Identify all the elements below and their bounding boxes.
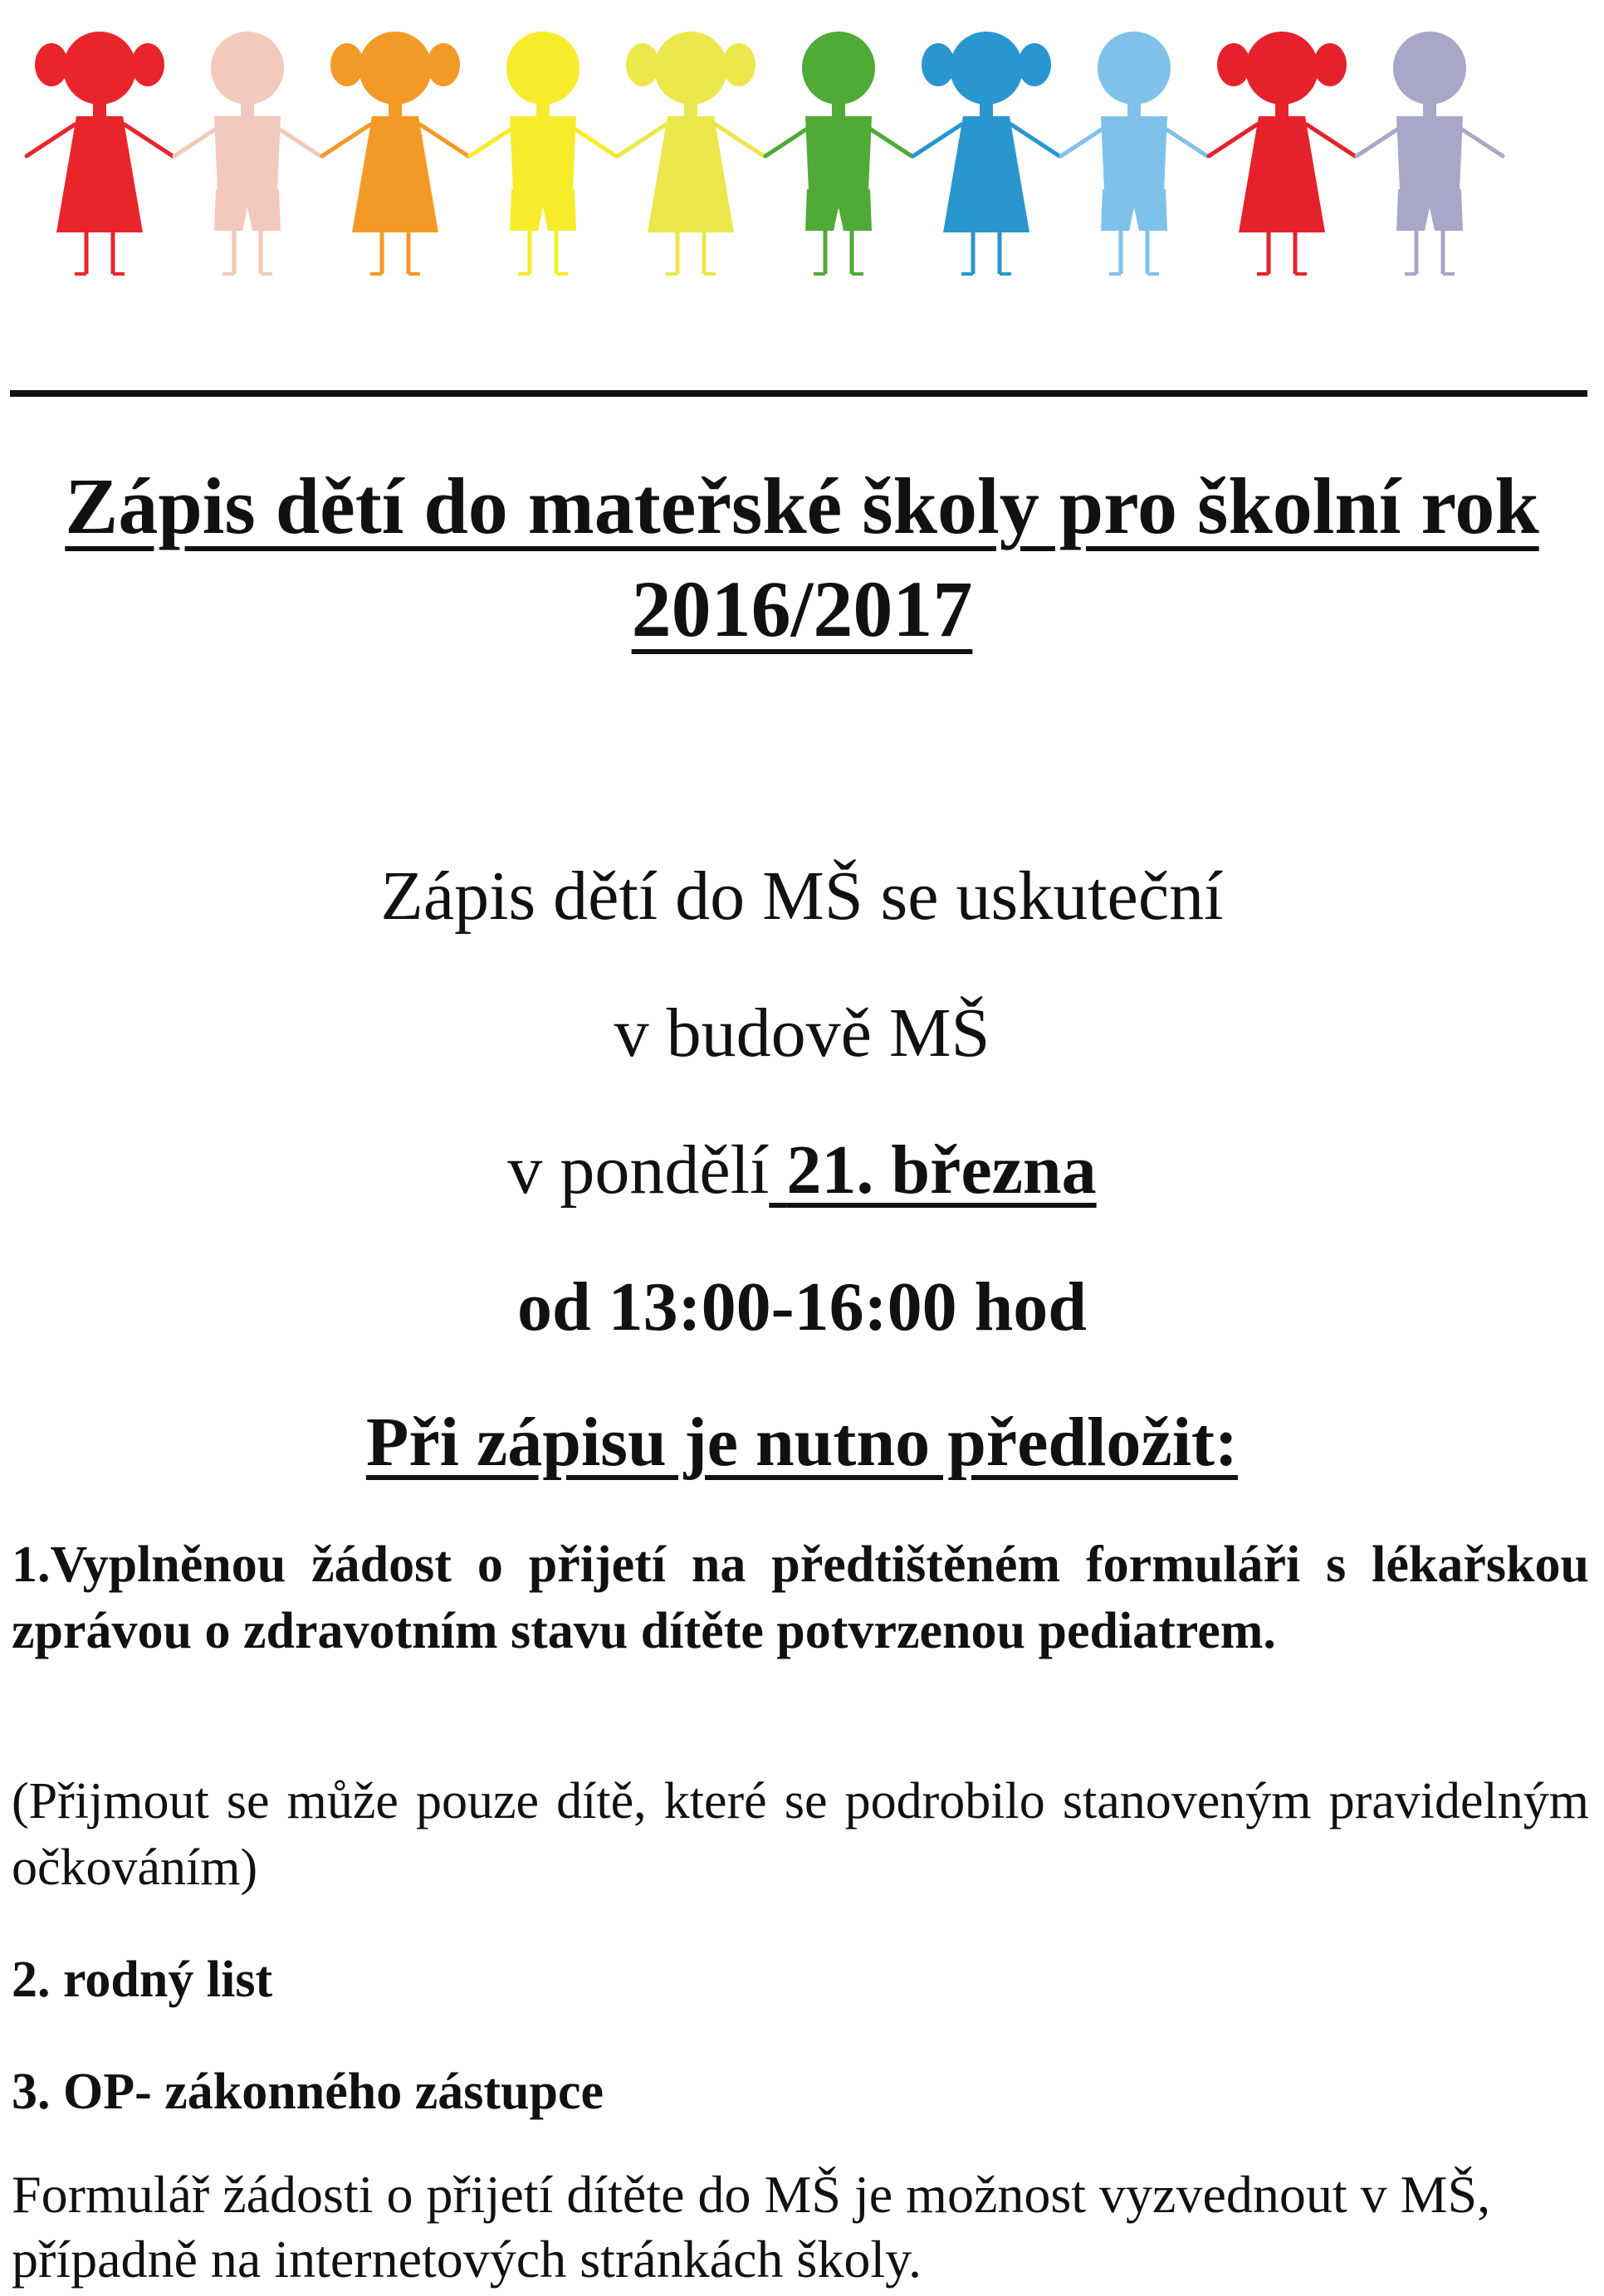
child-figure (1209, 32, 1355, 274)
requirement-item-1: 1.Vyplněnou žádost o přijetí na předtištěném formuláři s lékařskou zprávou o zdravotním stavu dítěte potvrzenou pediatrem. (12, 1536, 1589, 1659)
page-title: Zápis dětí do mateřské školy pro školní rok 2016/2017 (65, 462, 1539, 653)
vaccination-note: (Přijmout se může pouze dítě, které se podrobilo stanoveným pravidelným očkováním) (12, 1773, 1589, 1896)
date-text: 21. března (786, 1131, 1097, 1209)
announcement-date-line (0, 1129, 1604, 1212)
announcement-time: od 13:00-16:00 hod (516, 1268, 1088, 1346)
child-figure (913, 32, 1059, 274)
child-figure (470, 32, 616, 274)
footer-note: Formulář žádosti o přijetí dítěte do MŠ je možnost vyzvednout v MŠ, případně na internetových stránkách školy. (12, 2165, 1491, 2289)
child-figure (765, 32, 912, 274)
child-figure (174, 32, 320, 274)
requirement-item-3: 3. OP- zákonného zástupce (12, 2064, 604, 2120)
horizontal-divider (10, 390, 1587, 397)
child-figure (1357, 32, 1503, 274)
child-figure (1061, 32, 1207, 274)
announcement-line-1: Zápis dětí do MŠ se uskuteční (380, 857, 1224, 935)
weekday-text: v pondělí (507, 1131, 770, 1209)
child-figure (27, 32, 173, 274)
announcement-line-2: v budově MŠ (614, 994, 990, 1072)
children-holding-hands-icon (0, 0, 1604, 299)
child-figure (618, 32, 764, 274)
requirement-item-2: 2. rodný list (12, 1952, 273, 2008)
requirements-heading: Při zápisu je nutno předložit: (366, 1404, 1238, 1481)
child-figure (322, 32, 468, 274)
